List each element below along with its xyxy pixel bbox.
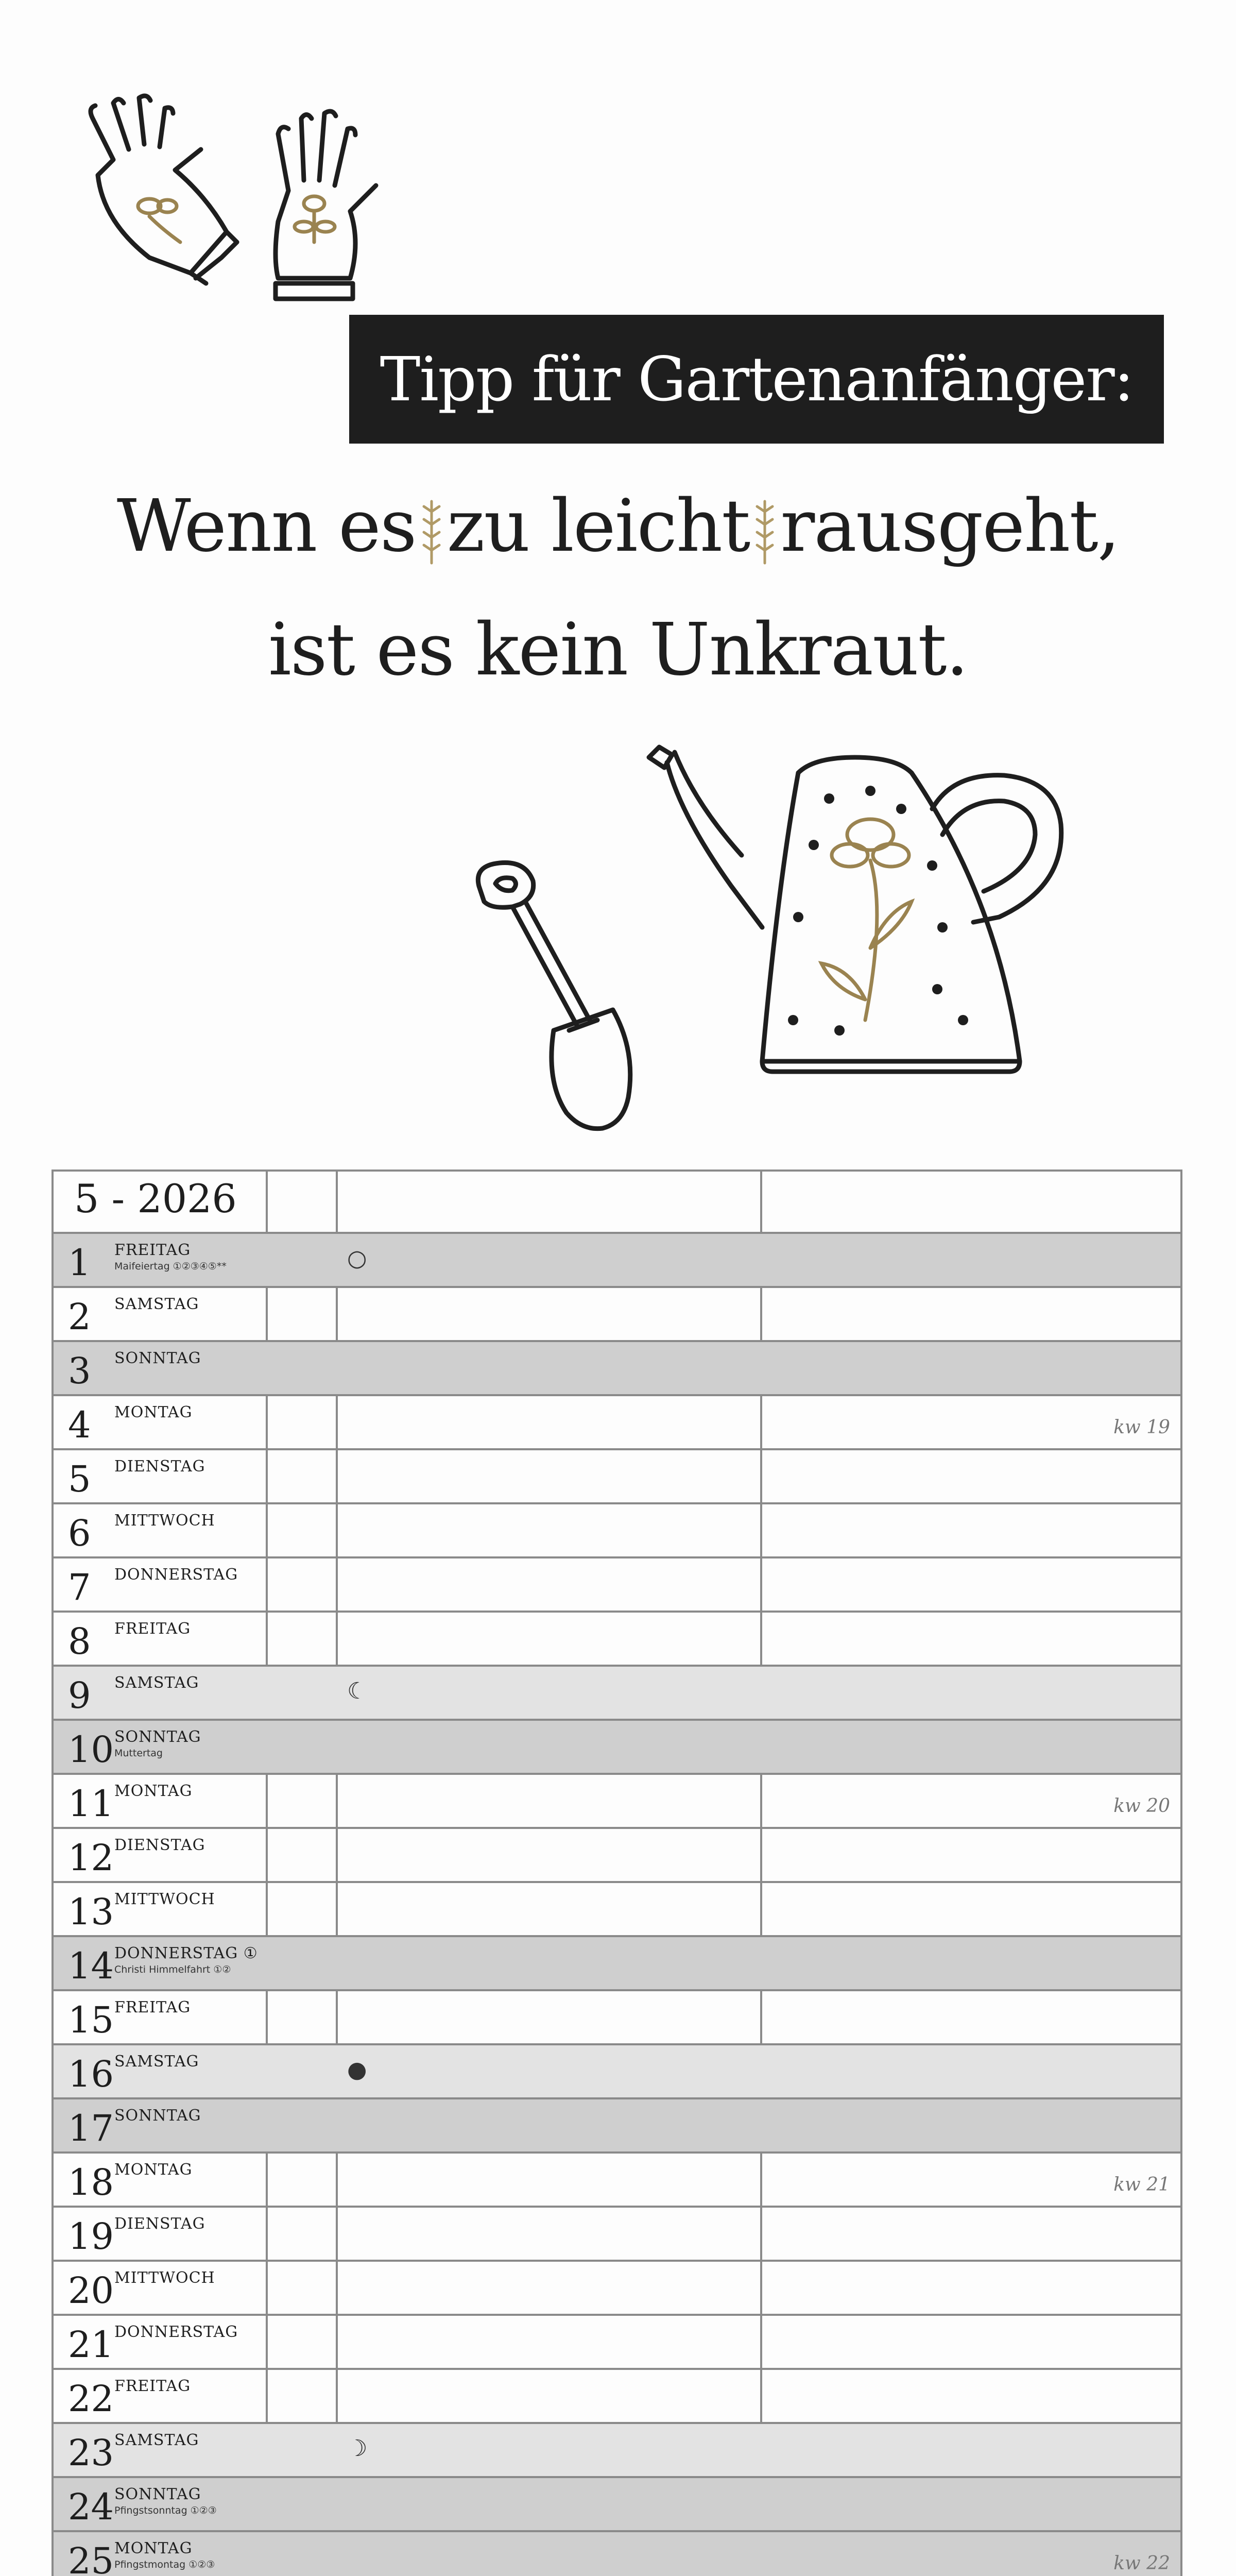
week-number: kw 20 (1113, 1795, 1170, 1817)
day-name: FREITAG (114, 1241, 191, 1259)
watering-can-illustration (644, 732, 1076, 1092)
day-row (54, 2530, 1180, 2576)
day-row (54, 1394, 1180, 1448)
day-row (54, 1935, 1180, 1989)
day-number: 1 (68, 1242, 91, 1284)
day-name: SAMSTAG (114, 2431, 199, 2449)
day-name: DONNERSTAG (114, 1566, 238, 1584)
quote-word-3: rausgeht, (780, 484, 1120, 568)
day-number: 15 (68, 1999, 114, 2041)
week-number: kw 22 (1113, 2553, 1170, 2574)
day-row (54, 2260, 1180, 2314)
tip-banner: Tipp für Gartenanfänger: (349, 315, 1164, 444)
day-number: 24 (68, 2486, 114, 2528)
day-row (54, 2043, 1180, 2097)
day-name: DIENSTAG (114, 1458, 205, 1476)
day-number: 13 (68, 1891, 114, 1933)
day-row (54, 1286, 1180, 1340)
day-name: DIENSTAG (114, 1836, 205, 1854)
day-name: SAMSTAG (114, 1674, 199, 1692)
day-number: 10 (68, 1728, 114, 1771)
day-row (54, 2368, 1180, 2422)
day-row (54, 2097, 1180, 2151)
quote-word-2: zu leicht (447, 484, 750, 568)
holiday-label: Maifeiertag ①②③④⑤** (114, 1261, 227, 1272)
day-number: 7 (68, 1566, 91, 1608)
day-name: SONNTAG (114, 1728, 201, 1746)
day-row (54, 1502, 1180, 1556)
day-number: 23 (68, 2432, 114, 2474)
day-name: DIENSTAG (114, 2215, 205, 2233)
day-number: 14 (68, 1945, 114, 1987)
day-number: 2 (68, 1296, 91, 1338)
day-row (54, 1773, 1180, 1827)
day-row (54, 1989, 1180, 2043)
day-name: MITTWOCH (114, 1512, 215, 1530)
day-number: 5 (68, 1458, 91, 1500)
day-row (54, 1611, 1180, 1665)
day-name: FREITAG (114, 1620, 191, 1638)
day-row (54, 2206, 1180, 2260)
day-number: 4 (68, 1404, 91, 1446)
month-calendar (52, 1170, 1182, 2576)
day-number: 9 (68, 1674, 91, 1717)
day-name: SONNTAG (114, 1349, 201, 1367)
day-number: 20 (68, 2269, 114, 2312)
day-row (54, 1827, 1180, 1881)
day-name: MONTAG (114, 1403, 193, 1421)
quote-line-2: ist es kein Unkraut. (268, 608, 968, 692)
week-number: kw 19 (1113, 1417, 1170, 1438)
day-row (54, 2422, 1180, 2476)
month-title: 5 - 2026 (74, 1176, 237, 1222)
day-number: 12 (68, 1837, 114, 1879)
moon-phase-icon: ● (347, 2057, 367, 2083)
gardening-gloves-illustration (72, 88, 391, 366)
day-row (54, 1556, 1180, 1611)
day-row (54, 1665, 1180, 1719)
day-name: MONTAG (114, 1782, 193, 1800)
day-name: FREITAG (114, 2377, 191, 2395)
day-row (54, 1340, 1180, 1394)
sprig-icon (754, 499, 775, 566)
day-number: 6 (68, 1512, 91, 1554)
day-name: MONTAG (114, 2539, 193, 2557)
sprig-icon (421, 499, 442, 566)
day-number: 22 (68, 2378, 114, 2420)
quote-word-1: Wenn es (116, 484, 416, 568)
day-row (54, 1881, 1180, 1935)
day-number: 16 (68, 2053, 114, 2095)
day-name: MITTWOCH (114, 1890, 215, 1908)
day-name: SAMSTAG (114, 2053, 199, 2071)
day-number: 3 (68, 1350, 91, 1392)
day-name: MITTWOCH (114, 2269, 215, 2287)
quote-line-1 (0, 484, 1236, 568)
day-name: DONNERSTAG ① (114, 1944, 258, 1962)
day-row (54, 2476, 1180, 2530)
week-number: kw 21 (1113, 2174, 1170, 2195)
day-number: 8 (68, 1620, 91, 1663)
moon-phase-icon: ○ (347, 1245, 367, 1272)
day-name: SONNTAG (114, 2107, 201, 2125)
holiday-label: Christi Himmelfahrt ①② (114, 1964, 231, 1975)
day-name: SONNTAG (114, 2485, 201, 2503)
day-row (54, 1719, 1180, 1773)
day-name: DONNERSTAG (114, 2323, 238, 2341)
day-number: 11 (68, 1783, 114, 1825)
day-number: 19 (68, 2215, 114, 2258)
day-number: 17 (68, 2107, 114, 2149)
holiday-label: Muttertag (114, 1748, 163, 1759)
moon-phase-icon: ☾ (347, 1678, 368, 1704)
moon-phase-icon: ☽ (347, 2435, 368, 2462)
day-row (54, 1232, 1180, 1286)
holiday-label: Pfingstsonntag ①②③ (114, 2505, 217, 2516)
day-name: FREITAG (114, 1998, 191, 2016)
holiday-label: Pfingstmontag ①②③ (114, 2559, 215, 2570)
day-row (54, 2151, 1180, 2206)
day-name: SAMSTAG (114, 1295, 199, 1313)
day-row (54, 2314, 1180, 2368)
day-name: MONTAG (114, 2161, 193, 2179)
day-row (54, 1448, 1180, 1502)
day-number: 21 (68, 2324, 114, 2366)
day-number: 18 (68, 2161, 114, 2204)
day-number: 25 (68, 2540, 114, 2576)
